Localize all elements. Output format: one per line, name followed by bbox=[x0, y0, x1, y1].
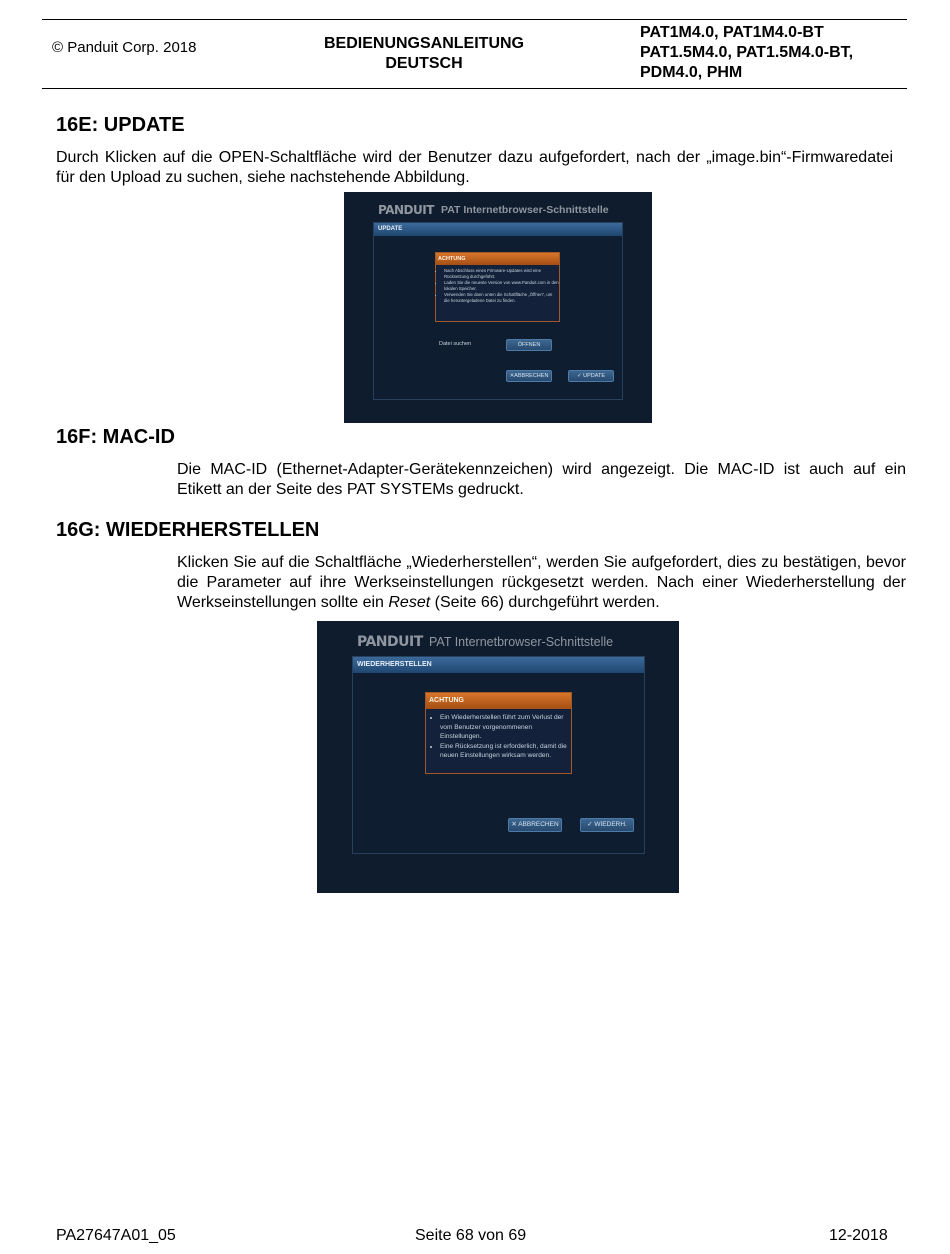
app-title: PAT Internetbrowser-Schnittstelle bbox=[429, 635, 614, 649]
section-text-update: Durch Klicken auf die OPEN-Schaltfläche wird der Benutzer dazu aufgefordert, nach der „image.bin“-Firmwaredatei für den Upload zu suchen, siehe nachstehende Abbildung. bbox=[56, 149, 893, 186]
restore-panel bbox=[352, 656, 645, 854]
model-line1: PAT1M4.0, PAT1M4.0-BT bbox=[640, 24, 824, 41]
restore-button[interactable]: ✓ WIEDERH. bbox=[580, 818, 634, 832]
restore-screenshot bbox=[317, 621, 679, 893]
restore-text-part2: (Seite 66) durchgeführt werden. bbox=[430, 594, 660, 611]
warning-box bbox=[435, 252, 560, 322]
section-text-restore bbox=[177, 553, 906, 613]
cancel-button[interactable]: ✕ABBRECHEN bbox=[506, 370, 552, 382]
copyright: © Panduit Corp. 2018 bbox=[52, 39, 197, 56]
reset-link-text: Reset bbox=[388, 594, 431, 611]
restore-text-part1: Klicken Sie auf die Schaltfläche „Wiederherstellen“, werden Sie aufgefordert, dies zu bestätigen, bevor die Parameter auf ihre Werkseinstellungen rückgesetzt werden. Nach einer Wiederherstellung der Werkseinstellungen sollte ein bbox=[177, 554, 906, 611]
warning-list bbox=[436, 268, 559, 304]
model-list bbox=[640, 23, 853, 83]
warning-item: • Verwenden Sie dann unten die Schaltfläche „Öffnen“, um die heruntergeladene Datei zu finden. bbox=[444, 292, 559, 304]
section-heading-mac-id: 16F: MAC-ID bbox=[56, 426, 175, 448]
warning-list bbox=[426, 713, 571, 761]
update-panel bbox=[373, 222, 623, 400]
restore-panel-title: WIEDERHERSTELLEN bbox=[353, 657, 644, 673]
section-text-mac-id: Die MAC-ID (Ethernet-Adapter-Gerätekennzeichen) wird angezeigt. Die MAC-ID ist auch auf ein Etikett an der Seite des PAT SYSTEMs gedruckt. bbox=[177, 461, 906, 498]
file-search-label: Datei suchen bbox=[439, 341, 472, 347]
update-screenshot bbox=[344, 192, 652, 423]
footer-date: 12-2018 bbox=[829, 1227, 888, 1244]
warning-box bbox=[425, 692, 572, 774]
model-line3: PDM4.0, PHM bbox=[640, 64, 743, 81]
warning-item: • Ein Wiederherstellen führt zum Verlust der vom Benutzer vorgenommenen Einstellungen. bbox=[440, 713, 571, 742]
app-title: PAT Internetbrowser-Schnittstelle bbox=[441, 204, 609, 216]
section-heading-restore: 16G: WIEDERHERSTELLEN bbox=[56, 519, 320, 541]
warning-item: • Nach Abschluss eines Firmware-Updates wird eine Rücksetzung durchgeführt. bbox=[444, 268, 559, 280]
warning-item: • Laden Sie die neueste Version von www.Panduit.com in den lokalen Speicher. bbox=[444, 280, 559, 292]
cancel-button[interactable]: ✕ ABBRECHEN bbox=[508, 818, 562, 832]
warning-item: • Eine Rücksetzung ist erforderlich, damit die neuen Einstellungen wirksam werden. bbox=[440, 742, 571, 761]
panduit-logo: PANDUIT bbox=[378, 203, 434, 217]
panduit-logo: PANDUIT bbox=[357, 634, 423, 650]
update-button[interactable]: ✓ UPDATE bbox=[568, 370, 614, 382]
footer-page-number: Seite 68 von 69 bbox=[415, 1227, 527, 1244]
document-title-line2: DEUTSCH bbox=[385, 55, 463, 72]
open-button[interactable]: ÖFFNEN bbox=[506, 339, 552, 351]
document-title-line1: BEDIENUNGSANLEITUNG bbox=[323, 35, 524, 52]
page-header bbox=[42, 19, 907, 89]
update-panel-title: UPDATE bbox=[374, 223, 622, 236]
warning-title: ACHTUNG bbox=[426, 693, 571, 709]
section-heading-update: 16E: UPDATE bbox=[56, 114, 185, 136]
document-title bbox=[274, 34, 574, 74]
warning-title: ACHTUNG bbox=[436, 253, 559, 265]
footer-doc-number: PA27647A01_05 bbox=[56, 1227, 176, 1244]
model-line2: PAT1.5M4.0, PAT1.5M4.0-BT, bbox=[640, 44, 854, 61]
